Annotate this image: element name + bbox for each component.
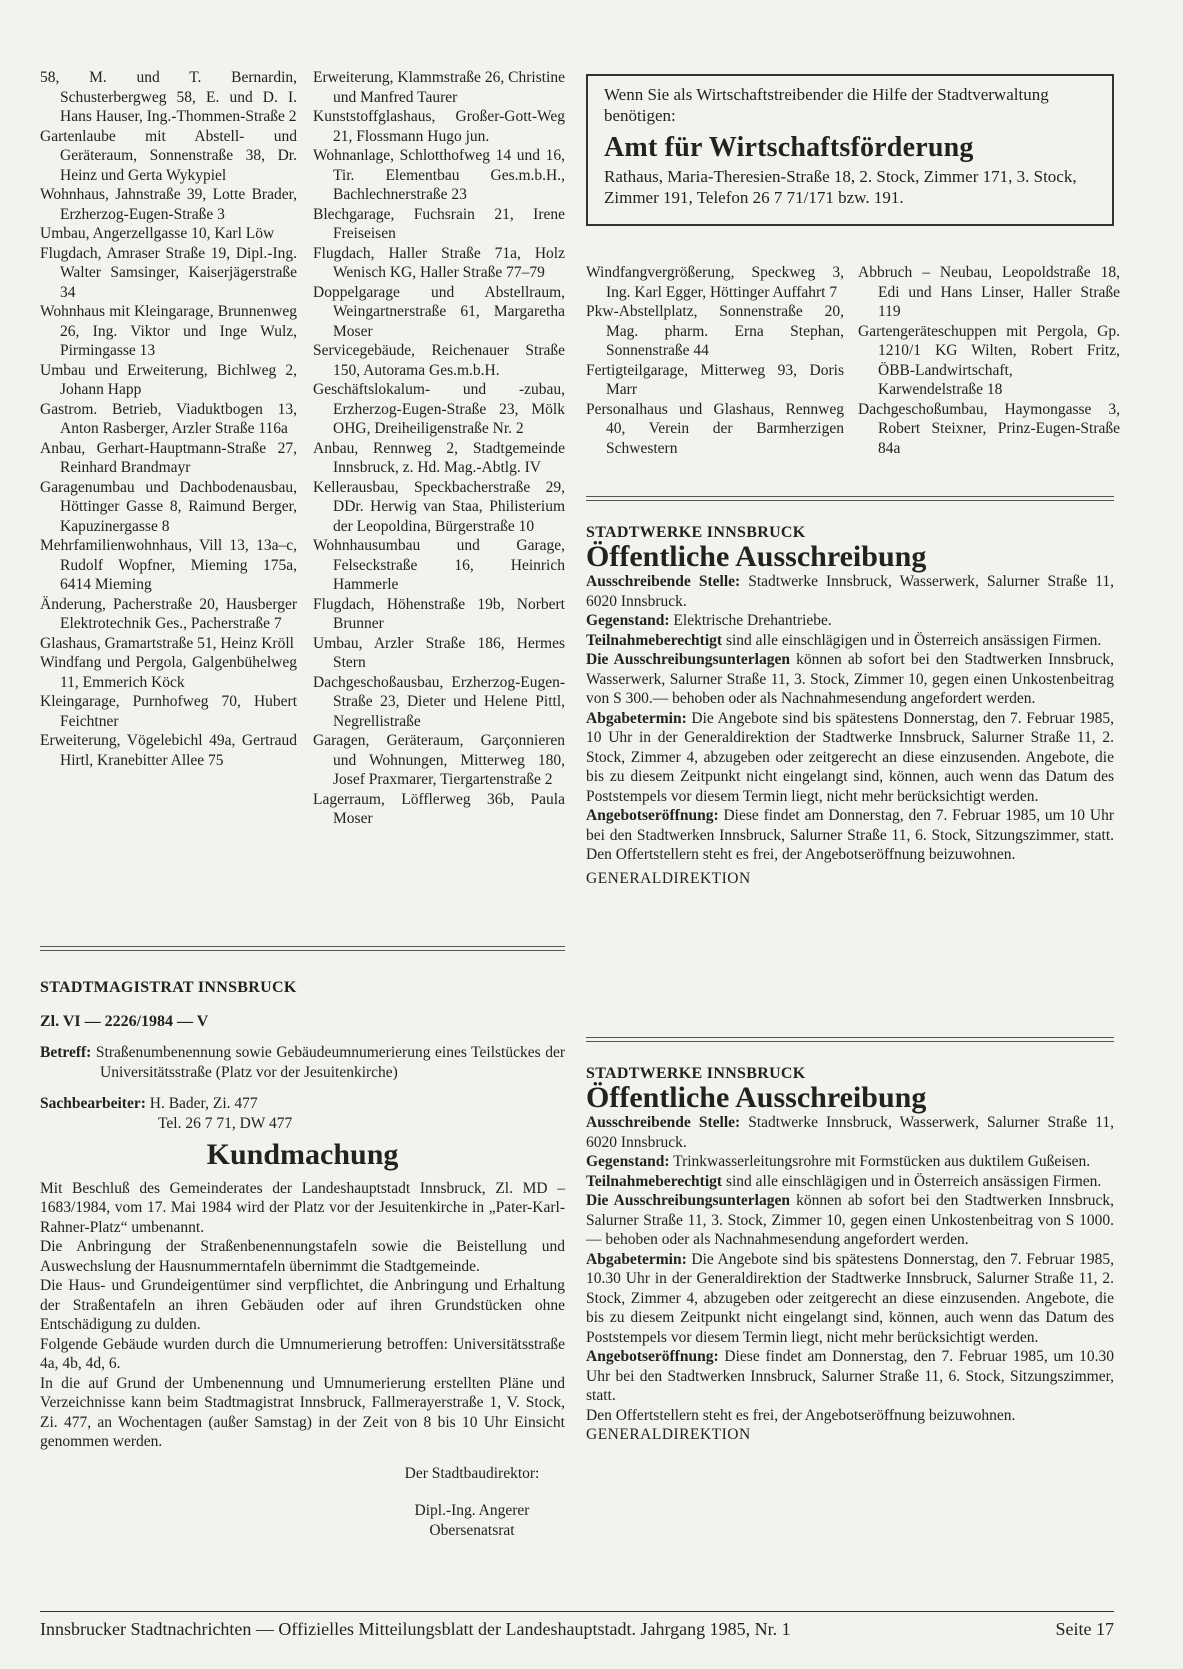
tender-kicker: STADTWERKE INNSBRUCK (586, 1065, 806, 1082)
para-label: Teilnahmeberechtigt (586, 631, 723, 649)
announcement-paragraph: Mit Beschluß des Gemeinderates der Landeshauptstadt Innsbruck, Zl. MD – 1683/1984, vom 17. Mai 1984 wird der Platz vor der Jesuitenkirche in „Pater-Karl-Rahner-Platz“ umbenannt. (40, 1179, 565, 1236)
tender-1 (586, 523, 1114, 888)
signature-rank: Obersenatsrat (429, 1521, 515, 1539)
list-item: Personalhaus und Glashaus, Rennweg 40, Verein der Barmherzigen Schwestern (586, 400, 844, 457)
list-item: Wohnhaus mit Kleingarage, Brunnenweg 26, Ing. Viktor und Inge Wulz, Pirmingasse 13 (40, 303, 297, 359)
list-item: Lagerraum, Löfflerweg 36b, Paula Moser (313, 790, 565, 827)
subject-text: Straßenumbenennung sowie Gebäudeumnumerierung eines Teilstückes der Universitätsstraße (Platz vor der Jesuitenkirche) (91, 1044, 565, 1081)
tender-paragraph (586, 650, 1114, 709)
list-item: Flugdach, Amraser Straße 19, Dipl.-Ing. Walter Samsinger, Kaiserjägerstraße 34 (40, 244, 297, 301)
announcement-paragraph: In die auf Grund der Umbenennung und Umnumerierung erstellten Pläne und Verzeichnisse kann beim Stadtmagistrat Innsbruck, Fallmerayerstraße 1, V. Stock, Zi. 477, an Wochentagen (außer Samstag) in der Zeit von 8 bis 10 Uhr Einsicht genommen werden. (40, 1374, 565, 1450)
tender-paragraph (586, 806, 1114, 865)
para-text: Diese findet am Donnerstag, den 7. Februar 1985, um 10 Uhr bei den Stadtwerken Innsbruck, Salurner Straße 11, 6. Stock, Sitzungszimmer, statt. Den Offertstellern steht es frei, der Angebotseröffnung beizuwohnen. (586, 807, 1114, 863)
business-promotion-notice (586, 74, 1114, 226)
signature-title: Der Stadtbaudirektor: (404, 1464, 540, 1482)
reference-number: Zl. VI — 2226/1984 — V (40, 1012, 209, 1030)
list-item: Blechgarage, Fuchsrain 21, Irene Freiseisen (313, 205, 565, 242)
para-text: können ab sofort bei den Stadtwerken Innsbruck, Salurner Straße 11, 3. Stock, Zimmer 10, gegen einen Unkostenbeitrag von S 1000.— behoben oder als Nachnahmesendung angefordert werden. (586, 1192, 1114, 1248)
signature-name: Dipl.-Ing. Angerer (414, 1502, 530, 1519)
announcement-paragraph: Die Anbringung der Straßenbenennungstafeln sowie die Beistellung und Auswechslung der Hausnummerntafeln übernimmt die Stadtgemeinde. (40, 1238, 565, 1275)
list-item: Kunststoffglashaus, Großer-Gott-Weg 21, Flossmann Hugo jun. (313, 108, 565, 145)
tender-title: Öffentliche Ausschreibung (586, 1080, 927, 1114)
list-item: Pkw-Abstellplatz, Sonnenstraße 20, Mag. pharm. Erna Stephan, Sonnenstraße 44 (586, 303, 844, 359)
para-text: sind alle einschlägigen und in Österreich ansässigen Firmen. (722, 631, 1102, 649)
list-item: Flugdach, Haller Straße 71a, Holz Wenisch KG, Haller Straße 77–79 (313, 244, 565, 281)
list-item: Kellerausbau, Speckbacherstraße 29, DDr. Herwig van Staa, Philisterium der Leopoldina, Bürgerstraße 10 (313, 478, 565, 535)
list-item: Änderung, Pacherstraße 20, Hausberger Elektrotechnik Ges., Pacherstraße 7 (40, 595, 297, 632)
list-item: Dachgeschoßausbau, Erzherzog-Eugen-Straße 23, Dieter und Helene Pittl, Negrellistraße (313, 673, 565, 730)
para-label: Angebotseröffnung: (586, 1348, 719, 1365)
permit-list-column-1 (40, 68, 297, 770)
magistrat-kicker: STADTMAGISTRAT INNSBRUCK (40, 979, 297, 996)
list-item: Kleingarage, Purnhofweg 70, Hubert Feichtner (40, 693, 297, 730)
notice-intro: Wenn Sie als Wirtschaftstreibender die Hilfe der Stadtverwaltung benötigen: (604, 85, 1049, 125)
page-number: Seite 17 (1055, 1619, 1114, 1639)
para-label: Die Ausschreibungsunterlagen (586, 651, 790, 668)
tender-signature: GENERALDIREKTION (586, 1426, 751, 1443)
notice-title: Amt für Wirtschaftsförderung (604, 132, 974, 163)
para-text: Trinkwasserleitungsrohre mit Formstücken aus duktilem Gußeisen. (669, 1153, 1091, 1170)
subject-label: Betreff: (40, 1044, 92, 1061)
list-item: Windfangvergrößerung, Speckweg 3, Ing. Karl Egger, Höttinger Auffahrt 7 (586, 264, 844, 301)
permit-list-column-2 (313, 68, 565, 829)
list-item: Geschäftslokalum- und -zubau, Erzherzog-Eugen-Straße 23, Mölk OHG, Dreiheiligenstraße Nr. 2 (313, 381, 565, 437)
tender-paragraph (586, 1113, 1114, 1152)
tender-2 (586, 1064, 1114, 1445)
list-item: Fertigteilgarage, Mitterweg 93, Doris Marr (586, 361, 844, 398)
para-text: Elektrische Drehantriebe. (669, 612, 832, 629)
para-text: Stadtwerke Innsbruck, Wasserwerk, Salurner Straße 11, 6020 Innsbruck. (586, 1114, 1114, 1151)
tender-title: Öffentliche Ausschreibung (586, 539, 927, 573)
list-item: Umbau und Erweiterung, Bichlweg 2, Johann Happ (40, 361, 297, 398)
announcement-paragraph: Die Haus- und Grundeigentümer sind verpflichtet, die Anbringung und Erhaltung der Straßentafeln an ihren Gebäuden oder auf ihren Grundstücken ohne Entschädigung zu dulden. (40, 1277, 565, 1333)
tender-paragraph (586, 1191, 1114, 1250)
clerk-label: Sachbearbeiter: (40, 1095, 146, 1112)
para-text: Die Angebote sind bis spätestens Donnerstag, den 7. Februar 1985, 10.30 Uhr in der Generaldirektion der Stadtwerke Innsbruck, Salurner Straße 11, 2. Stock, Zimmer 4, abzugeben oder zeitgerecht an diese einzusenden. Angebote, die bis zu diesem Zeitpunkt nicht eingelangt sind, können, auch wenn das Datum des Poststempels vor diesem Termin liegt, nicht mehr berücksichtigt werden. (586, 1250, 1114, 1346)
list-item: Abbruch – Neubau, Leopoldstraße 18, Edi und Hans Linser, Haller Straße 119 (858, 264, 1120, 320)
list-item: Wohnhaus, Jahnstraße 39, Lotte Brader, Erzherzog-Eugen-Straße 3 (40, 186, 297, 223)
list-item: Erweiterung, Vögelebichl 49a, Gertraud Hirtl, Kranebitter Allee 75 (40, 732, 297, 769)
permit-list-column-3 (586, 263, 844, 458)
footer-rule (40, 1611, 1114, 1612)
clerk-line (40, 1094, 565, 1114)
tender-kicker: STADTWERKE INNSBRUCK (586, 524, 806, 541)
list-item: Anbau, Gerhart-Hauptmann-Straße 27, Reinhard Brandmayr (40, 439, 297, 476)
tender-paragraph (586, 1152, 1114, 1172)
list-item: Erweiterung, Klammstraße 26, Christine und Manfred Taurer (313, 69, 565, 106)
para-text: Die Angebote sind bis spätestens Donnerstag, den 7. Februar 1985, 10 Uhr in der Generaldirektion der Stadtwerke Innsbruck, Salurner Straße 11, 2. Stock, Zimmer 4, abzugeben oder zeitgerecht an diese einzusenden. Angebote, die bis zu diesem Zeitpunkt nicht eingelangt sind, können, auch wenn das Datum des Poststempels vor diesem Termin liegt, nicht mehr berücksichtigt werden. (586, 709, 1114, 805)
para-text: Diese findet am Donnerstag, den 7. Februar 1985, um 10.30 Uhr bei den Stadtwerken Innsbruck, Salurner Straße 11, 6. Stock, Sitzungszimmer, statt. (586, 1348, 1114, 1404)
para-label: Ausschreibende Stelle: (586, 573, 741, 590)
para-label: Gegenstand: (586, 612, 670, 629)
para-label: Ausschreibende Stelle: (586, 1114, 741, 1131)
clerk-text: H. Bader, Zi. 477 (145, 1095, 258, 1112)
announcement-paragraph: Folgende Gebäude wurden durch die Umnumerierung betroffen: Universitätsstraße 4a, 4b, 4d, 6. (40, 1335, 565, 1372)
para-label: Die Ausschreibungsunterlagen (586, 1192, 790, 1209)
tender-paragraph (586, 1250, 1114, 1348)
list-item: Servicegebäude, Reichenauer Straße 150, Autorama Ges.m.b.H. (313, 342, 565, 379)
clerk-phone: Tel. 26 7 71, DW 477 (158, 1114, 293, 1132)
page-footer (40, 1619, 1114, 1640)
para-label: Abgabetermin: (586, 709, 687, 727)
notice-body: Rathaus, Maria-Theresien-Straße 18, 2. Stock, Zimmer 171, 3. Stock, Zimmer 191, Telefon 26 7 71/171 bzw. 191. (604, 167, 1077, 207)
list-item: Wohnanlage, Schlotthofweg 14 und 16, Tir. Elementbau Ges.m.b.H., Bachlechnerstraße 23 (313, 147, 565, 203)
list-item: Anbau, Rennweg 2, Stadtgemeinde Innsbruck, z. Hd. Mag.-Abtlg. IV (313, 439, 565, 476)
list-item: 58, M. und T. Bernardin, Schusterbergweg 58, E. und D. I. Hans Hauser, Ing.-Thommen-Straße 2 (40, 69, 297, 125)
list-item: Mehrfamilienwohnhaus, Vill 13, 13a–c, Rudolf Wopfner, Mieming 175a, 6414 Mieming (40, 537, 297, 593)
tender-paragraph (586, 572, 1114, 611)
list-item: Windfang und Pergola, Galgenbühelweg 11, Emmerich Köck (40, 654, 297, 691)
section-divider (586, 1037, 1114, 1042)
list-item: Gastrom. Betrieb, Viaduktbogen 13, Anton Rasberger, Arzler Straße 116a (40, 400, 297, 437)
tender-paragraph (586, 611, 1114, 631)
subject-line (40, 1043, 565, 1082)
list-item: Wohnhausumbau und Garage, Felseckstraße 16, Heinrich Hammerle (313, 537, 565, 593)
announcement-title: Kundmachung (206, 1138, 399, 1171)
list-item: Garagen, Geräteraum, Garçonnieren und Wohnungen, Mitterweg 180, Josef Praxmarer, Tiergartenstraße 2 (313, 732, 565, 788)
section-divider (586, 496, 1114, 501)
list-item: Gartengeräteschuppen mit Pergola, Gp. 1210/1 KG Wilten, Robert Fritz, ÖBB-Landwirtschaft, Karwendelstraße 18 (858, 322, 1120, 398)
publication-info: Innsbrucker Stadtnachrichten — Offizielles Mitteilungsblatt der Landeshauptstadt. Jahrgang 1985, Nr. 1 (40, 1619, 791, 1639)
signature-block (397, 1464, 547, 1541)
list-item: Garagenumbau und Dachbodenausbau, Höttinger Gasse 8, Raimund Berger, Kapuzinergasse 8 (40, 478, 297, 535)
para-text: Stadtwerke Innsbruck, Wasserwerk, Salurner Straße 11, 6020 Innsbruck. (586, 573, 1114, 610)
list-item: Dachgeschoßumbau, Haymongasse 3, Robert Steixner, Prinz-Eugen-Straße 84a (858, 400, 1120, 457)
magistrat-notice (40, 978, 565, 1540)
tender-signature: GENERALDIREKTION (586, 869, 751, 887)
list-item: Flugdach, Höhenstraße 19b, Norbert Brunner (313, 595, 565, 632)
tender-paragraph: Den Offertstellern steht es frei, der Angebotseröffnung beizuwohnen. (586, 1406, 1016, 1424)
para-text: können ab sofort bei den Stadtwerken Innsbruck, Wasserwerk, Salurner Straße 11, 3. Stock, Zimmer 10, gegen einen Unkostenbeitrag von S 300.— behoben oder als Nachnahmesendung angefordert werden. (586, 651, 1114, 707)
section-divider (40, 946, 565, 951)
list-item: Umbau, Angerzellgasse 10, Karl Löw (40, 225, 275, 242)
tender-paragraph (586, 1172, 1114, 1192)
tender-paragraph (586, 709, 1114, 807)
para-label: Gegenstand: (586, 1153, 670, 1170)
para-label: Abgabetermin: (586, 1250, 687, 1268)
list-item: Glashaus, Gramartstraße 51, Heinz Kröll (40, 634, 294, 652)
permit-list-column-4 (858, 263, 1120, 458)
list-item: Doppelgarage und Abstellraum, Weingartnerstraße 61, Margaretha Moser (313, 283, 565, 340)
para-text: sind alle einschlägigen und in Österreich ansässigen Firmen. (722, 1172, 1102, 1190)
list-item: Gartenlaube mit Abstell- und Geräteraum, Sonnenstraße 38, Dr. Heinz und Gerta Wykypiel (40, 127, 297, 184)
tender-paragraph (586, 631, 1114, 651)
para-label: Angebotseröffnung: (586, 807, 719, 824)
para-label: Teilnahmeberechtigt (586, 1172, 723, 1190)
tender-paragraph (586, 1347, 1114, 1406)
list-item: Umbau, Arzler Straße 186, Hermes Stern (313, 634, 565, 671)
